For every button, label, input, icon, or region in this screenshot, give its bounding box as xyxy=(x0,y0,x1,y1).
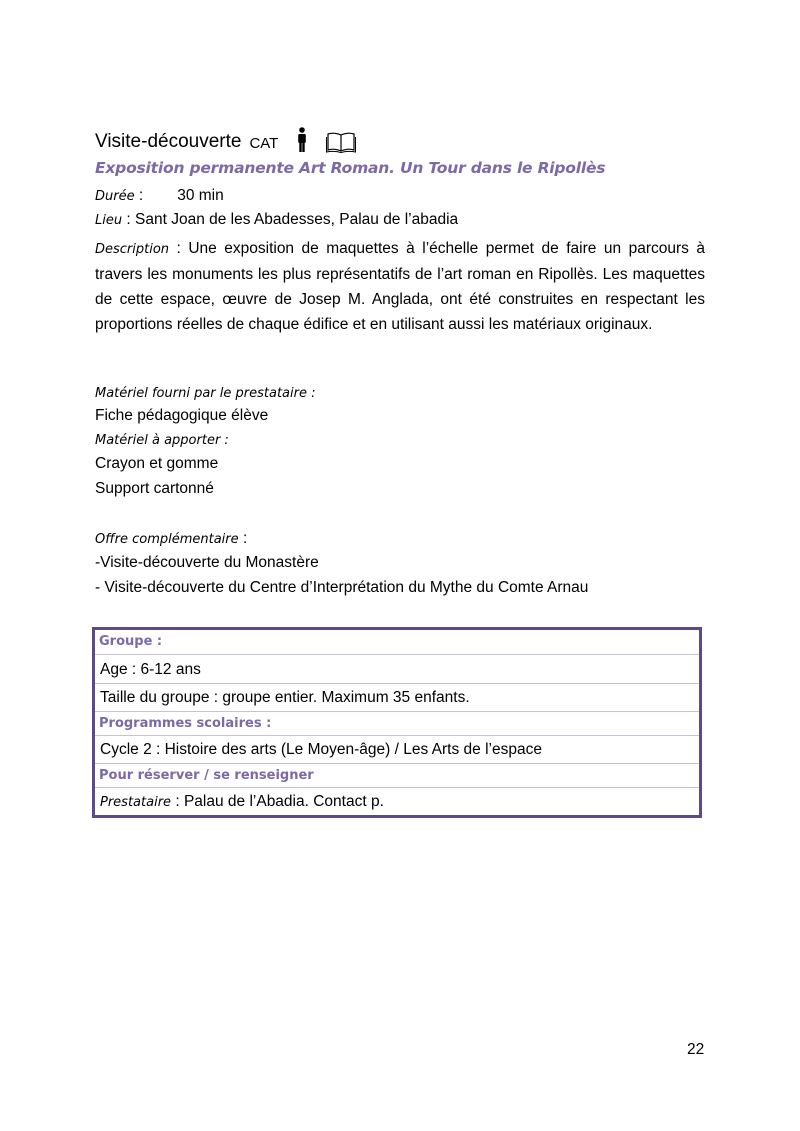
description-paragraph xyxy=(95,236,705,337)
complementary-offer-item: - Visite-découverte du Centre d’Interprétation du Mythe du Comte Arnau xyxy=(95,579,589,596)
language-tag: CAT xyxy=(249,135,279,152)
provider-value: : Palau de l’Abadia. Contact p. xyxy=(171,793,384,810)
materials-to-bring-label: Matériel à apporter : xyxy=(95,433,229,448)
cycle-row xyxy=(95,735,699,764)
school-programs-row xyxy=(95,711,699,736)
duration-separator: : xyxy=(134,187,144,204)
group-size-row xyxy=(95,683,699,712)
complementary-offer-label: Offre complémentaire xyxy=(95,532,239,547)
provider-row xyxy=(95,787,699,816)
booking-row xyxy=(95,763,699,788)
person-icon xyxy=(296,127,308,153)
duration-value: 30 min xyxy=(177,187,224,204)
materials-to-bring-item: Support cartonné xyxy=(95,480,214,497)
materials-provided-label: Matériel fourni par le prestataire : xyxy=(95,386,316,401)
age-row xyxy=(95,654,699,684)
booking-label: Pour réserver / se renseigner xyxy=(99,768,314,783)
location-separator: : xyxy=(122,211,136,228)
materials-to-bring-item: Crayon et gomme xyxy=(95,455,219,472)
activity-title: Visite-découverte xyxy=(95,131,242,152)
description-label: Description xyxy=(95,242,170,257)
complementary-offer-label-line xyxy=(95,530,247,548)
page-number: 22 xyxy=(687,1041,705,1058)
location-line xyxy=(95,211,458,229)
cycle-value: Cycle 2 : Histoire des arts (Le Moyen-âge) / Les Arts de l’espace xyxy=(100,741,542,758)
materials-provided-item: Fiche pédagogique élève xyxy=(95,407,269,424)
materials-provided-label-line xyxy=(95,384,315,402)
age-value: Age : 6-12 ans xyxy=(100,661,201,678)
materials-to-bring-label-line xyxy=(95,431,229,449)
duration-line xyxy=(95,187,224,205)
exhibition-title: Exposition permanente Art Roman. Un Tour dans le Ripollès xyxy=(95,159,606,177)
complementary-offer-separator: : xyxy=(238,530,248,547)
location-value: Sant Joan de les Abadesses, Palau de l’abadia xyxy=(135,211,459,228)
group-row xyxy=(95,630,699,654)
group-size-value: Taille du groupe : groupe entier. Maximum 35 enfants. xyxy=(100,689,470,706)
location-label: Lieu xyxy=(95,213,123,228)
provider-line xyxy=(95,788,699,817)
description-text: : Une exposition de maquettes à l’échelle permet de faire un parcours à travers les monuments les plus représentatifs de l’art roman en Ripollès. Les maquettes de cette espace, œuvre de Josep M. Anglada, ont été construites en respectant les proportions réelles de chaque édifice et en utilisant aussi les matériaux originaux. xyxy=(95,240,705,333)
provider-label: Prestataire xyxy=(100,795,172,810)
complementary-offer-item: -Visite-découverte du Monastère xyxy=(95,554,319,571)
duration-label: Durée xyxy=(95,189,135,204)
book-icon xyxy=(326,131,356,153)
school-programs-label: Programmes scolaires : xyxy=(99,716,272,731)
group-label: Groupe : xyxy=(99,634,163,649)
activity-heading xyxy=(95,127,356,153)
group-info-box xyxy=(92,627,702,818)
